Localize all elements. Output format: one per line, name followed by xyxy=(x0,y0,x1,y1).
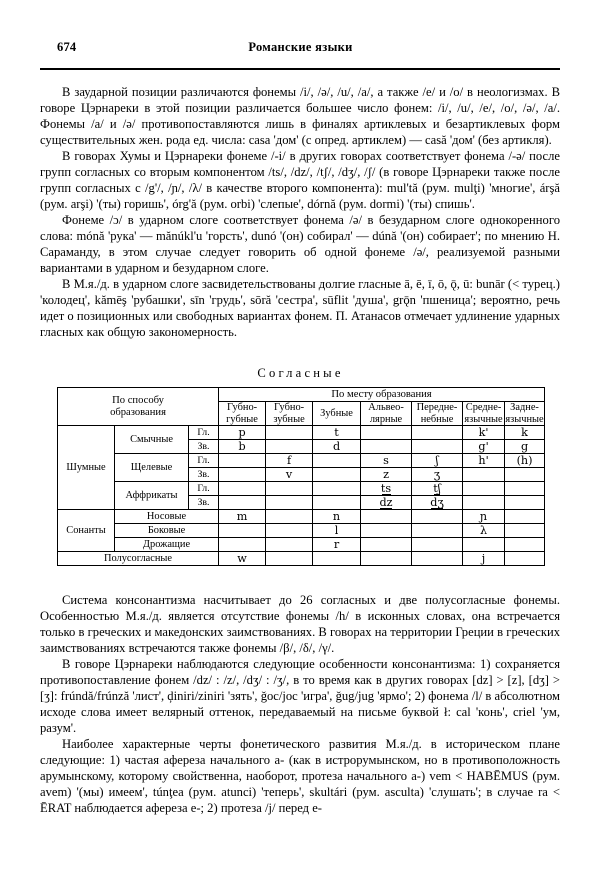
cell-affricates-voiceless-alveolar xyxy=(361,482,412,496)
manner-label-stops: Смычные xyxy=(115,426,189,454)
table-row xyxy=(58,482,545,496)
cell-fricatives-voiceless-dental xyxy=(313,454,361,468)
cell-stops-voiceless-bilabial: p xyxy=(219,426,266,440)
cell-affricates-voiceless-prepalatal xyxy=(412,482,463,496)
col-head-line2: зубные xyxy=(273,413,305,425)
paragraph: В говорах Хумы и Цэрнареки фонеме /-i/ в других говорах соответствует фонема /-ə/ после групп согласных со вторым компонентом /ts/, /dz/, /tʃ/, /dʒ/, /ʃ/ (в говоре Цэрнареки также после групп согласных с /g'/, /ɲ/, /λ/ в качестве второго компонента): mul'tă (рум. mulţi) 'многие', árşă (рум. arşi) '(ты) горишь', órg'ă (рум. orbi) 'слепые', dórnă (рум. dormi) '(ты) спишь'. xyxy=(40,149,560,211)
cell-affricates-voiced-labiodental xyxy=(266,496,313,510)
col-head-line1: Задне- xyxy=(510,402,539,413)
manner-label-laterals: Боковые xyxy=(115,524,219,538)
col-head-line2: лярные xyxy=(369,413,403,425)
paragraph: Фонеме /ɔ/ в ударном слоге соответствует фонема /ə/ в безударном слоге однокоренного слова: mónă 'рука' — mănúkl'u 'горсть', dunó '(он) собирал' — dúnă '(он) собирает'; по мнению Н. Сараманду, в этом случае следует говорить об одной фонеме /ə/, реализуемой разными вариантами в ударном и безударном слоге. xyxy=(40,213,560,275)
paragraph: В говоре Цэрнареки наблюдаются следующие особенности консонантизма: 1) сохраняется противопоставление фонем /dz/ : /z/, /dʒ/ : /ʒ/, в то время как в других говорах [dz] > [z], [dʒ] > [ʒ]: frúndă/frúnză 'лист', ḑiniri/ziniri 'зять', ǧoc/joc 'игра', ǧug/jug 'ярмо'; 2) фонема /l/ в абсолютном исходе слова имеет велярный оттенок, передаваемый на письме буквой ł: cal 'конь', criel 'ум, разум'. xyxy=(40,657,560,735)
cell-trills-prepalatal xyxy=(412,538,463,552)
group-label-sonants: Сонанты xyxy=(58,510,115,552)
col-head-line1: Передне- xyxy=(416,402,458,413)
cell-semicons-dental xyxy=(313,552,361,566)
cell-laterals-bilabial xyxy=(219,524,266,538)
column-header-dental xyxy=(313,402,361,426)
table-header-row-1 xyxy=(58,388,545,402)
manner-label-affricates: Аффрикаты xyxy=(115,482,189,510)
table-row xyxy=(58,454,545,468)
cell-trills-velar xyxy=(505,538,545,552)
cell-trills-bilabial xyxy=(219,538,266,552)
column-header-palatal xyxy=(463,402,505,426)
cell-stops-voiceless-alveolar xyxy=(361,426,412,440)
cell-affricates-voiceless-palatal xyxy=(463,482,505,496)
cell-laterals-labiodental xyxy=(266,524,313,538)
group-label-semiconsonants: Полусогласные xyxy=(58,552,219,566)
manner-label-fricatives: Щелевые xyxy=(115,454,189,482)
voice-label-voiced: Зв. xyxy=(189,468,219,482)
corner-header-line1: По способу xyxy=(112,395,164,406)
cell-nasals-palatal: ɲ xyxy=(463,510,505,524)
cell-affricates-voiced-prepalatal xyxy=(412,496,463,510)
table-row xyxy=(58,510,545,524)
consonant-table xyxy=(57,387,545,566)
cell-stops-voiced-palatal: g' xyxy=(463,440,505,454)
consonant-table-block xyxy=(57,366,544,566)
cell-stops-voiceless-prepalatal xyxy=(412,426,463,440)
running-head xyxy=(57,40,544,62)
cell-fricatives-voiceless-prepalatal: ʃ xyxy=(412,454,463,468)
table-row xyxy=(58,538,545,552)
table-row xyxy=(58,552,545,566)
page-header-title: Романские языки xyxy=(248,40,353,54)
cell-stops-voiceless-labiodental xyxy=(266,426,313,440)
header-rule xyxy=(40,68,560,70)
cell-fricatives-voiced-velar xyxy=(505,468,545,482)
affricate-glyph: ts xyxy=(380,481,392,495)
cell-stops-voiced-bilabial: b xyxy=(219,440,266,454)
voice-label-voiced: Зв. xyxy=(189,496,219,510)
cell-fricatives-voiced-dental xyxy=(313,468,361,482)
voice-label-voiceless: Гл. xyxy=(189,426,219,440)
group-label-noisy: Шумные xyxy=(58,426,115,510)
paragraph: Система консонантизма насчитывает до 26 согласных и две полусогласные фонемы. Особенностью М.я./д. является отсутствие фонемы /h/ в исконных словах, она встречается только в греческих и македонских заимствованиях. В говорах на территории Греции в греческих заимствованиях встречаются также фонемы /β/, /δ/, /γ/. xyxy=(40,593,560,655)
manner-label-nasals: Носовые xyxy=(115,510,219,524)
cell-laterals-dental: l xyxy=(313,524,361,538)
cell-nasals-dental: n xyxy=(313,510,361,524)
cell-semicons-palatal: j xyxy=(463,552,505,566)
place-of-articulation-header: По месту образования xyxy=(219,388,545,402)
cell-fricatives-voiced-alveolar: z xyxy=(361,468,412,482)
paragraph: В заударной позиции различаются фонемы /i/, /ə/, /u/, /a/, а также /e/ и /o/ в неологизмах. В говоре Цэрнареки в этой позиции различается большее число фонем: /i/, /u/, /e/, /o/, /ə/, /a/. Фонемы /a/ и /ə/ противопоставляются лишь в финалях артиклевых и безартиклевых форм существительных жен. рода ед. числа: casa 'дом' (с опред. артиклем) — casă 'дом' (без артикля). xyxy=(40,85,560,147)
cell-fricatives-voiced-labiodental: v xyxy=(266,468,313,482)
cell-laterals-prepalatal xyxy=(412,524,463,538)
affricate-glyph: tʃ xyxy=(433,481,441,495)
cell-fricatives-voiced-palatal xyxy=(463,468,505,482)
col-head-line2: губные xyxy=(226,413,258,425)
col-head-line2: небные xyxy=(420,413,454,425)
cell-semicons-prepalatal xyxy=(412,552,463,566)
cell-stops-voiceless-dental: t xyxy=(313,426,361,440)
cell-trills-labiodental xyxy=(266,538,313,552)
cell-affricates-voiced-velar xyxy=(505,496,545,510)
cell-laterals-velar xyxy=(505,524,545,538)
cell-nasals-bilabial: m xyxy=(219,510,266,524)
col-head-line1: Губно- xyxy=(273,402,305,413)
cell-affricates-voiceless-velar xyxy=(505,482,545,496)
table-row xyxy=(58,524,545,538)
cell-fricatives-voiceless-velar: (h) xyxy=(505,454,545,468)
cell-nasals-labiodental xyxy=(266,510,313,524)
voice-label-voiceless: Гл. xyxy=(189,454,219,468)
cell-stops-voiced-alveolar xyxy=(361,440,412,454)
body-text-bottom xyxy=(40,592,560,816)
affricate-glyph: dʒ xyxy=(430,495,444,509)
cell-affricates-voiceless-labiodental xyxy=(266,482,313,496)
cell-nasals-alveolar xyxy=(361,510,412,524)
body-text-top xyxy=(40,84,560,340)
column-header-labiodental xyxy=(266,402,313,426)
table-row xyxy=(58,426,545,440)
col-head-line2: язычные xyxy=(505,413,544,425)
cell-stops-voiced-labiodental xyxy=(266,440,313,454)
cell-semicons-velar xyxy=(505,552,545,566)
table-caption: Согласные xyxy=(257,366,344,380)
cell-affricates-voiceless-bilabial xyxy=(219,482,266,496)
cell-laterals-palatal: λ xyxy=(463,524,505,538)
column-header-velar xyxy=(505,402,545,426)
col-head-line1: Губно- xyxy=(226,402,258,413)
voice-label-voiceless: Гл. xyxy=(189,482,219,496)
paragraph: Наиболее характерные черты фонетического развития М.я./д. в историческом плане следующие: 1) частая афереза начального a- (как в истрорумынском, но в противоположность арумынскому, которому свойственна, наоборот, протеза начального a-) vem < HABĒMUS (рум. avem) '(мы) имеем', túnţea (рум. atunci) 'теперь', skultári (рум. asculta) 'слушать'; в случае ra < ĒRAT наблюдается афереза e-; 2) протеза /j/ перед e- xyxy=(40,737,560,815)
cell-fricatives-voiced-bilabial xyxy=(219,468,266,482)
col-head-line2: язычные xyxy=(464,413,503,425)
cell-stops-voiceless-velar: k xyxy=(505,426,545,440)
cell-affricates-voiced-palatal xyxy=(463,496,505,510)
cell-nasals-prepalatal xyxy=(412,510,463,524)
corner-header-line2: образования xyxy=(110,406,166,418)
cell-fricatives-voiceless-bilabial xyxy=(219,454,266,468)
column-header-alveolar xyxy=(361,402,412,426)
manner-label-trills: Дрожащие xyxy=(115,538,219,552)
cell-affricates-voiced-dental xyxy=(313,496,361,510)
cell-fricatives-voiced-prepalatal: ʒ xyxy=(412,468,463,482)
cell-semicons-bilabial: w xyxy=(219,552,266,566)
cell-laterals-alveolar xyxy=(361,524,412,538)
cell-trills-alveolar xyxy=(361,538,412,552)
cell-fricatives-voiceless-labiodental: f xyxy=(266,454,313,468)
cell-affricates-voiced-bilabial xyxy=(219,496,266,510)
cell-trills-palatal xyxy=(463,538,505,552)
cell-stops-voiced-prepalatal xyxy=(412,440,463,454)
cell-semicons-labiodental xyxy=(266,552,313,566)
column-header-prepalatal xyxy=(412,402,463,426)
cell-stops-voiced-velar: g xyxy=(505,440,545,454)
cell-stops-voiceless-palatal: k' xyxy=(463,426,505,440)
page-number: 674 xyxy=(57,40,77,54)
cell-trills-dental: r xyxy=(313,538,361,552)
col-head-line1: Альвео- xyxy=(368,402,404,413)
paragraph: В М.я./д. в ударном слоге засвидетельствованы долгие гласные ā, ē, ī, ō, ǭ, ū: bunār (< турец.) 'колодец', kămēş 'рубашки', sīn 'грудь', sōră 'сестра', sūflit 'душа', grǭn 'пшеница'; вероятно, речь идет о позиционных или свободных вариантах фонем. П. Атанасов отмечает удлинение ударных гласных как общую закономерность. xyxy=(40,277,560,339)
affricate-glyph: dz xyxy=(379,495,393,509)
cell-affricates-voiceless-dental xyxy=(313,482,361,496)
cell-fricatives-voiceless-alveolar: s xyxy=(361,454,412,468)
cell-nasals-velar xyxy=(505,510,545,524)
voice-label-voiced: Зв. xyxy=(189,440,219,454)
cell-stops-voiced-dental: d xyxy=(313,440,361,454)
col-head-line1: Средне- xyxy=(465,402,502,413)
cell-semicons-alveolar xyxy=(361,552,412,566)
cell-fricatives-voiceless-palatal: h' xyxy=(463,454,505,468)
cell-affricates-voiced-alveolar xyxy=(361,496,412,510)
column-header-bilabial xyxy=(219,402,266,426)
col-head-line1: Зубные xyxy=(320,407,353,419)
corner-header xyxy=(58,388,219,426)
